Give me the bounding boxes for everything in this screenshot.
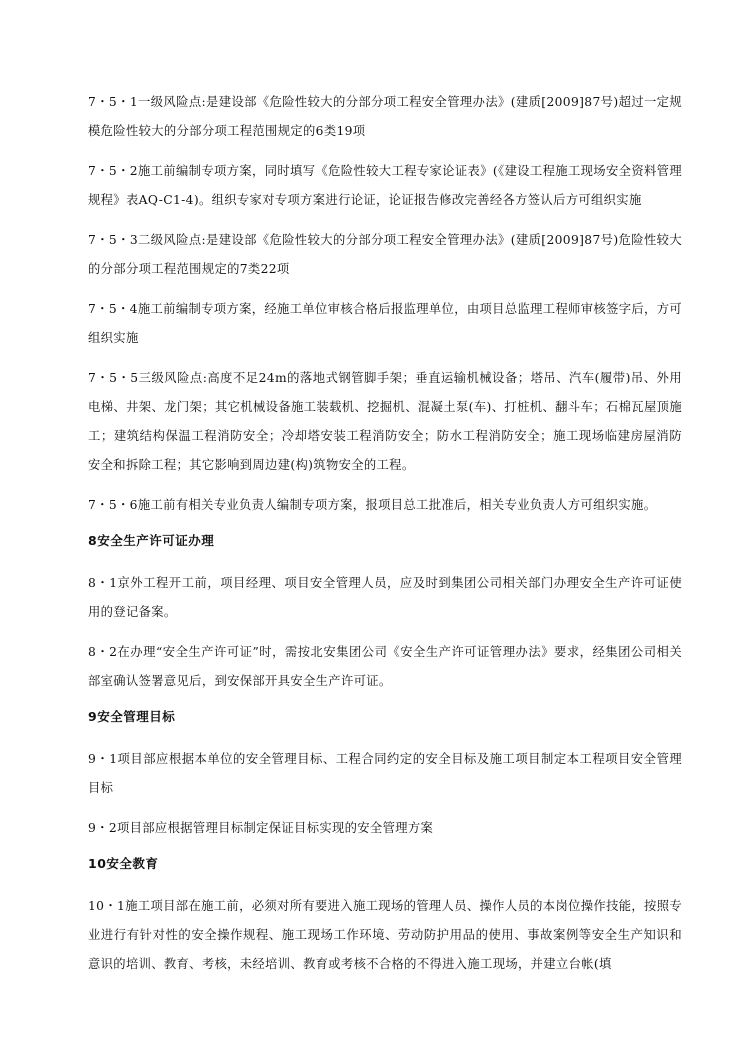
paragraph-7-5-6: 7・5・6施工前有相关专业负责人编制专项方案，报项目总工批准后，相关专业负责人方可组织实施。 — [88, 498, 657, 512]
paragraph-10-1: 10・1施工项目部在施工前，必须对所有要进入施工现场的管理人员、操作人员的本岗位操作技能，按照专业进行有针对性的安全操作规程、施工现场工作环境、劳动防护用品的使用、事故案例等安全生产知识和意识的培训、教育、考核，未经培训、教育或考核不合格的不得进入施工现场，并建立台帐(填 — [88, 899, 682, 971]
paragraph-7-5-3: 7・5・3二级风险点:是建设部《危险性较大的分部分项工程安全管理办法》(建质[2009]87号)危险性较大的分部分项工程范围规定的7类22项 — [88, 233, 682, 276]
paragraph-7-5-1: 7・5・1一级风险点:是建设部《危险性较大的分部分项工程安全管理办法》(建质[2009]87号)超过一定规模危险性较大的分部分项工程范围规定的6类19项 — [88, 95, 682, 138]
paragraph-9-2: 9・2项目部应根据管理目标制定保证目标实现的安全管理方案 — [88, 821, 434, 835]
paragraph-8-1: 8・1京外工程开工前，项目经理、项目安全管理人员，应及时到集团公司相关部门办理安全生产许可证使用的登记备案。 — [88, 576, 682, 619]
paragraph-7-5-2: 7・5・2施工前编制专项方案，同时填写《危险性较大工程专家论证表》(《建设工程施工现场安全资料管理规程》表AQ-C1-4)。组织专家对专项方案进行论证，论证报告修改完善经各方签认后方可组织实施 — [88, 164, 682, 207]
paragraph-7-5-5: 7・5・5三级风险点:高度不足24m的落地式钢管脚手架；垂直运输机械设备；塔吊、汽车(履带)吊、外用电梯、井架、龙门架；其它机械设备施工装载机、挖掘机、混凝土泵(车)、打桩机、翻斗车；石棉瓦屋顶施工；建筑结构保温工程消防安全；冷却塔安装工程消防安全；防水工程消防安全；施工现场临建房屋消防安全和拆除工程；其它影响到周边建(构)筑物安全的工程。 — [88, 371, 682, 472]
section-heading-8: 8安全生产许可证办理 — [88, 533, 215, 548]
paragraph-8-2: 8・2在办理“安全生产许可证”时，需按北安集团公司《安全生产许可证管理办法》要求，经集团公司相关部室确认签署意见后，到安保部开具安全生产许可证。 — [88, 645, 682, 688]
document-body — [88, 88, 682, 990]
section-heading-9: 9安全管理目标 — [88, 709, 176, 724]
paragraph-7-5-4: 7・5・4施工前编制专项方案，经施工单位审核合格后报监理单位，由项目总监理工程师审核签字后，方可组织实施 — [88, 302, 682, 345]
paragraph-9-1: 9・1项目部应根据本单位的安全管理目标、工程合同约定的安全目标及施工项目制定本工程项目安全管理目标 — [88, 752, 682, 795]
section-heading-10: 10安全教育 — [88, 856, 159, 871]
